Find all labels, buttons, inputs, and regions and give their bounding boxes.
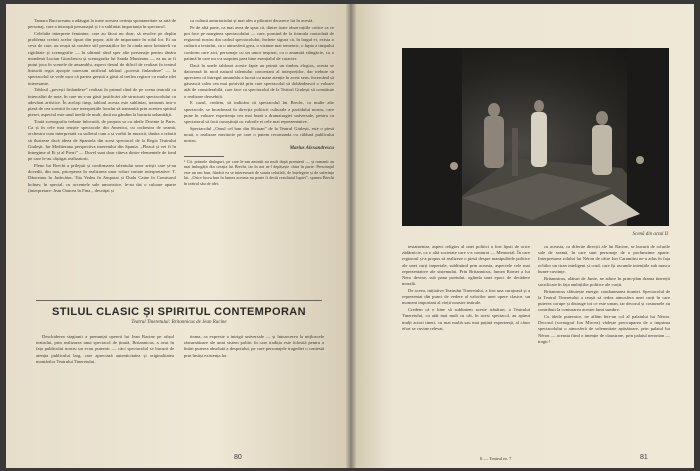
right-column-1 [402,244,530,450]
paragraph: Tamara Buciuceanu a adăugat la toate acestea cerința spontaneitate sa artă de personaj, care a introspit personajul și i-a subliniat importanța în spectacol. [28,18,176,30]
paragraph: Dacă în unele tablouri aceste fapte au primit un timbru elogios, acesta se datorează în mod natural talentului concertant al interpreților, dar trebuie să apreciem că întregul ansamblu a lucrat cu mare atenție în acest sens, încercând să găsească calea cea mai potrivită prin care spectacolul să dobândească o valoare atât de considerabilă, care face ca spectacolul de la Teatrul Giulești să constituie o realizare deosebită. [184,62,334,99]
article-author: Marius Alexandrescu [289,146,334,152]
issue-footer: 6 — Teatrul nr. 7 [480,456,512,461]
footnotes: ¹ Cit. primele dialoguri, pe care le-am amintit au mult după premieră — și romanii au mai îmbogățit din creația lui Brecht, iar în noi ni-l depășește chiar în parte. Personajul este un om bun, fiindcă ea se interesează de soarta celuilalt, de înțelegere și de suferința lui. „Orice lucru bun în lumea aceasta nu poate fi decât rezultatul luptei”, spunea Brecht în teatrul său de idei. [184,158,334,187]
paragraph: Spectacolul „Omul cel bun din Sîciuan” de la Teatrul Giulești, este o piesă nouă, o realizare meritorie pe care o putem recomanda cu căldură publicului nostru. [184,125,334,144]
book-gutter [346,4,356,468]
photo-caption: Scenă din actul II [632,232,668,237]
theatre-scene-image [402,48,669,226]
page-number-left: 80 [234,454,242,461]
article-subheading: Teatrul Tineretului: Britannicus de Jean Racine [131,320,227,325]
paragraph: Britannicus, alături de Junie, ne aduce în prim-plan drama tinereții sacrificate în fața ambițiilor politice ale curții. [538,275,670,287]
paragraph: Toată scenografia trebuie înlocuită, de propria sa cu ideile Dorinte la Paris. Ca și în cele mai reușite spectacole din America, cu orchestra de seamă, orchestra cum interpretată cu sufletul cum a și vorbit în muzică, tânăra a izbutit să ilustreze dacă ideea de Spaniola din acest spectacol de la Regia Teatrului Giulești. Iar Mediterana perspectiva tineretului din Spania. „Pleacă și vei fi în întregime al Ei și al Pierii” — Duvel sunt doar câteva dintre elementele de fond pe care le-au câștigat realizatorii. [28,119,176,162]
paragraph: tirana, ca expresie a intrigii universale — și întoarcerea la mijloacele răsturnătoare ale unui sistem politic în care tradiția este folosită pentru a întări puterea absolută a despotului, pe care personajele tragediei o contestă prin însăși existența lor. [184,334,324,358]
paragraph: Celelalte interprete feminine, care au făcut nu doar, să resolve pe deplin problema creării acelor tipuri din popor, atât de importante în rolul lor. Ei au ceva de care, au reușit să confere stil prestațiilor lor în ciuda unor hoinăreli cu rigiditate și scenografie — în ultimul rând sper alte personaje pentru tânăra mondenă Lucian Giurchescu și scenografia lui Sanda Munteanu — ea nu ar fi putut juca în scenele de ansamblu, aspect destul de dificil de realizat în teatrul întrucât regia apropie oarecum artificial tabloul „povesti finlandeze” — la spectacolul se vede ușor că partea greșită a găsit al treilea regizor cu multe idei interesante. [28,31,176,86]
paragraph: E cazul, credem, să indicăm că spectacolul lui Brecht, ca multe alte spectacole, se încadrează în direcția politicii culturale a partidului nostru, care pune în valoare experiența cea mai bună a dramaturgiei universale, pentru ca spectatorul să facă cunoștință cu valorile ei cele mai reprezentative. [184,100,334,125]
paragraph: ca cultură anturiaciului și mai ales a plăcutei deoarece lui în acestă. [190,18,314,23]
paragraph: Tabloul „povești finlandeze” realizat în primul rând de pe scena teatrală cu intercalări de note, în care nu s-au găsit justificări ale structurii spectacolului cu adevărat artistice. În acelaşi timp, tabloul acesta este subliniat, transmis intr-o piesă de cea scenică în care interprețiile locului să transmită prin acestea spiritul piesei, aspectul este unul inedit de mult, dacă nu gândim la bucuria urbanităţii. [28,87,176,118]
bottom-column-1 [36,334,174,448]
bottom-column-2 [184,334,324,448]
paragraph: Pe de altă parte, ca mai avea de spus că, dintre toate observațiile critice ca ce pot face pe marginea spectacolului — care, pornind de la formula controlată de regizorul nostru din cadrul spectacolului, încheie sigura că, în largul ei, exista o cultură a textului, cu o atmosferă grea, o viziune mai temeinic, o lupta a timpului conform care aici, personaje cu un umor inspirat, cu o anumită stângăcie, cu o patimă în care nu s-a surprins prea bine esențialul de caracter. [184,24,334,61]
paragraph: De aceea, inițiativa Teatrului Tineretului, a fost una curajoasă și a reprezentat din punct de vedere al valorilor unei opere clasice, un moment important al vieții noastre teatrale. [402,288,530,306]
paragraph: Cu ideile puternice, ne aflăm într-un col al palatului lui Néron. Decorul (scenograf Ion Mircea) vădește preocuparea de a imprima spectacolului o atmosferă de solemnitate apăsătoare, prin palatul lui Néron — aceasta fiind o intenție de claustrare, prin palatul neronian — tragic! [538,314,670,344]
paragraph: Deschiderea stagiunii a prenunțat opereii lui Jean Racine pe afișul teatrului, prin realizarea unui spectacol de ținută, Britannicus, a avut în fața publicului nostru un ecou puternic — căci spectacolul se bucură de atenția publicului larg, care apreciază autenticitatea și originalitatea montărilor Teatrului Tineretului. [36,334,174,364]
left-page [6,4,350,468]
article-heading: STILUL CLASIC ȘI SPIRITUL CONTEMPORAN [36,300,322,318]
stage-photo [402,48,669,226]
right-column-2 [538,244,670,450]
paragraph: Britannicus sfâtuiește energic condamnarea tiraniei. Spectacolul de la Teatrul Tineretului a reușit să redea atmosfera unei curți în care puterea corupe și distruge tot ce este uman, iar decorul și costumele au contribuit la conturarea acestei lumi sumbre. [538,288,670,313]
paragraph: testamentar, aspect religios al unei politici a fost lipsit de orice zădărnicie, ca o altă societate care s-a conturat — Memorial. În care regizorul și-a propus să realizeze o piesă despre manipulările politice ale unei curți imperiale, subliniind prin aceasta, aspectele cele mai reprezentative ale sistemului. Prin Britannicus, lumea Romei a lui Nero devine, sub pana poetului, oglinda unei epoci de decădere morală. [402,244,530,287]
right-page [350,4,694,468]
paragraph: Credem că e bine să subliniem aceste trăsături, a Teatrului Tineretului, cu atât mai mult cu cât, în acest spectacol, au apărut mulți actori tineri, cu mai multă sau mai puțină experiență, al căror efort se cuvine relevat. [402,307,530,331]
left-column-2 [184,18,334,294]
book-spread [6,4,694,468]
page-number-right: 81 [640,454,648,461]
paragraph: Pleno lui Brecht a prilejuit și confirmarea talentului unor artiști care și-au dovedit, din nou, priceperea în realizarea unor roluri variate interpretative: T. Dănceanu în Judecător, Tita Vedea în Amputat și Dudu Caine în Comisarul bolnav, în special, cu accentele sale umoristice, le-au dat o culoare aparte (interpretare: Jean Oancea în Fina „ desvăţat și [28,163,176,193]
left-column-1 [28,18,176,294]
paragraph: cu aceasta, ca diferite direcții ale lui Racine, se bucură de rolurile sale de seamă, în care sunt personaje de o profunzime aparte. Interpretarea rolului lui Néron de către Ion Caramitru ne-a adus în fața ochilor un tiran inteligent și crud, care își ascunde intențiile sub masca bunei-cuviințe. [538,244,670,274]
